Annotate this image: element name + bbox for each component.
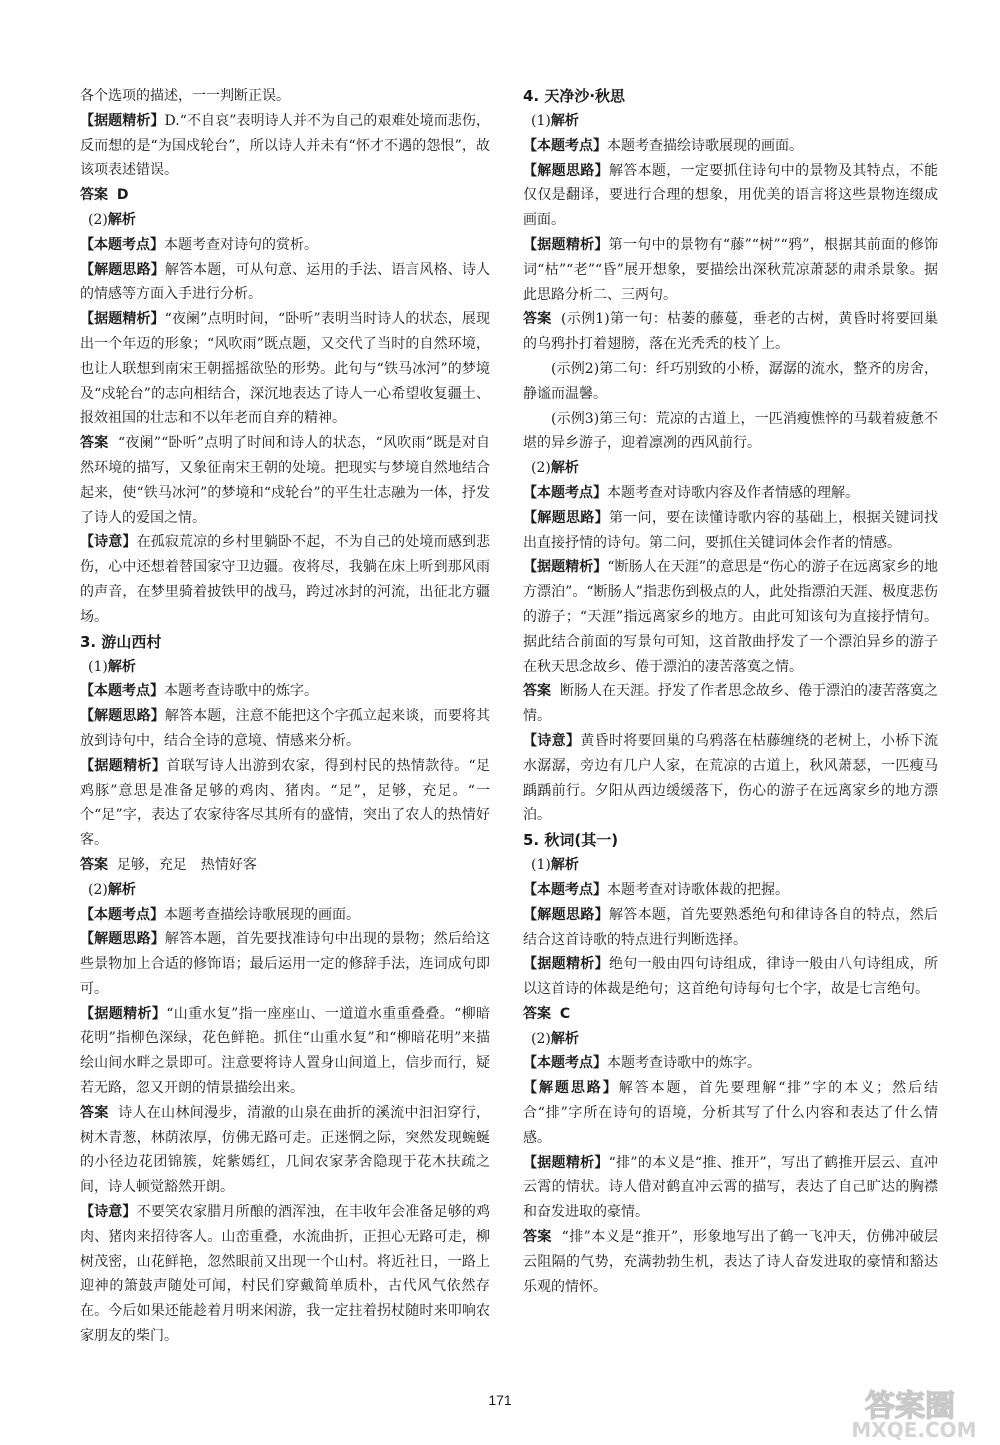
answer-line — [80, 183, 490, 208]
label: 【本题考点】 — [523, 137, 607, 154]
subsection-title: 解析 — [550, 460, 579, 477]
meaning-paragraph — [80, 530, 490, 629]
label: 【本题考点】 — [80, 683, 164, 700]
meaning-paragraph — [523, 729, 938, 828]
approach-paragraph — [523, 903, 938, 953]
label: 【据题精析】 — [80, 757, 167, 774]
answer-paragraph — [80, 1101, 490, 1200]
answer-label: 答案 — [523, 1005, 551, 1022]
label: 【解题思路】 — [80, 261, 165, 278]
label: 【诗意】 — [80, 1204, 137, 1221]
point-paragraph — [523, 1051, 938, 1076]
point-paragraph — [523, 134, 938, 159]
section-title: 4. 天净沙·秋思 — [523, 87, 626, 105]
label: 【本题考点】 — [523, 881, 607, 898]
label: 【本题考点】 — [80, 236, 164, 253]
text: 本题考查诗歌中的炼字。 — [607, 1055, 761, 1072]
text: “断肠人在天涯”的意思是“伤心的游子在远离家乡的地方漂泊”。“断肠人”指悲伤到极点的人，此处指漂泊天涯、极度悲伤的游子；“天涯”指远离家乡的地方。由此可知该句为直接抒情句。据此结合前面的写景句可知，这首散曲抒发了一个漂泊异乡的游子在秋天思念故乡、倦于漂泊的凄苦落寞之情。 — [523, 559, 938, 675]
label: 【解题思路】 — [80, 931, 165, 948]
answer-label: 答案 — [523, 311, 552, 328]
label: 【解题思路】 — [523, 509, 609, 526]
label: 【解题思路】 — [523, 1080, 619, 1097]
text: 解答本题，一定要抓住诗句中的景物及其特点，不能仅仅是翻译，要进行合理的想象，用优美的语言将这些景物连缀成画面。 — [523, 162, 939, 229]
approach-paragraph — [523, 506, 938, 556]
page-number: 171 — [488, 1392, 512, 1408]
left-column — [80, 84, 490, 1349]
text: 绝句一般由四句诗组成，律诗一般由八句诗组成，所以这首诗的体裁是绝句；这首绝句诗每句七个字，故是七言绝句。 — [523, 956, 939, 998]
subsection-title: 解析 — [107, 881, 136, 898]
watermark-text: 答案圈 — [865, 1389, 955, 1424]
analysis-paragraph — [523, 1151, 938, 1225]
paragraph: 各个选项的描述，一一判断正误。 — [80, 88, 290, 104]
answer-label: 答案 — [523, 683, 552, 700]
analysis-paragraph — [523, 952, 938, 1002]
label: 【本题考点】 — [523, 1055, 607, 1072]
point-paragraph — [80, 903, 490, 928]
text: 黄昏时将要回巢的乌鸦落在枯藤缠绕的老树上，小桥下流水潺潺，旁边有几户人家，在荒凉的古道上，秋风萧瑟，一匹瘦马踽踽前行。夕阳从西边缓缓落下，伤心的游子在远离家乡的地方漂泊。 — [523, 732, 939, 824]
answer-paragraph — [523, 307, 938, 357]
subsection-number: (1) — [531, 857, 551, 874]
example-paragraph: (示例3)第三句：荒凉的古道上，一匹消瘦憔悴的马载着疲惫不堪的异乡游子，迎着凛冽的西风前行。 — [523, 410, 938, 452]
analysis-paragraph — [523, 233, 938, 307]
label: 【据题精析】 — [523, 1154, 609, 1171]
text: 不要笑农家腊月所酿的酒浑浊，在丰收年会准备足够的鸡肉、猪肉来招待客人。山峦重叠，水流曲折，正担心无路可走，柳树茂密，山花鲜艳，忽然眼前又出现一个山村。将近社日，一路上迎神的箫鼓声随处可闻，村民们穿戴简单质朴，古代风气依然存在。今后如果还能趁着月明来闲游，我一定拄着拐杖随时来叩响农家朋友的柴门。 — [80, 1204, 491, 1345]
text: 第一句中的景物有“藤”“树”“鸦”，根据其前面的修饰词“枯”“老”“昏”展开想象，要描绘出深秋荒凉萧瑟的肃杀景象。据此思路分析二、三两句。 — [523, 236, 938, 303]
text: 本题考查对诗句的赏析。 — [164, 236, 318, 253]
subsection-heading — [80, 878, 490, 903]
text: (示例1)第一句：枯萎的藤蔓，垂老的古树，黄昏时将要回巢的乌鸦扑打着翅膀，落在光秃秃的枝丫上。 — [523, 311, 938, 353]
text: 解答本题，首先要理解“排”字的本义；然后结合“排”字所在诗句的语境，分析其写了什么内容和表达了什么情感。 — [523, 1080, 938, 1146]
subsection-title: 解析 — [550, 857, 579, 874]
example-paragraph: (示例2)第二句：纤巧别致的小桥，潺潺的流水，整齐的房舍，静谧而温馨。 — [523, 360, 938, 402]
approach-paragraph — [523, 159, 938, 233]
label: 【据题精析】 — [80, 1005, 167, 1022]
point-paragraph — [80, 679, 490, 704]
label: 【据题精析】 — [523, 956, 609, 973]
text: 足够，充足 热情好客 — [116, 856, 257, 873]
label: 【据题精析】 — [80, 311, 165, 328]
label: 【解题思路】 — [80, 708, 165, 725]
subsection-number: (1) — [88, 658, 108, 675]
label: 【诗意】 — [523, 732, 581, 749]
text: 本题考查对诗歌体裁的把握。 — [607, 881, 789, 898]
text: D.“不自哀”表明诗人并不为自己的艰难处境而悲伤，反而想的是“为国戍轮台”，所以诗人并未有“怀才不遇的怨恨”，故该项表述错误。 — [80, 112, 491, 179]
right-column — [523, 84, 938, 1299]
answer-label: 答案 — [80, 856, 108, 873]
subsection-heading — [523, 1027, 938, 1052]
text: “山重水复”指一座座山、一道道水重重叠叠。“柳暗花明”指柳色深绿，花色鲜艳。抓住“山重水复”和“柳暗花明”来描绘山间水畔之景即可。注意要将诗人置身山间道上，信步而行，疑若无路，忽又开朗的情景描绘出来。 — [80, 1005, 490, 1097]
text: 解答本题，注意不能把这个字孤立起来谈，而要将其放到诗句中，结合全诗的意境、情感来分析。 — [80, 708, 491, 749]
text: 本题考查描绘诗歌展现的画面。 — [164, 906, 360, 923]
point-paragraph — [80, 233, 490, 258]
meaning-paragraph — [80, 1200, 490, 1349]
label: 【本题考点】 — [80, 906, 164, 923]
text: 首联写诗人出游到农家，得到村民的热情款待。“足鸡豚”意思是准备足够的鸡肉、猪肉。“足”，足够，充足。“一个“足”字，表达了农家待客尽其所有的盛情，突出了农人的热情好客。 — [80, 757, 491, 849]
answer-paragraph — [523, 679, 938, 729]
label: 【解题思路】 — [523, 906, 609, 923]
answer-line — [523, 1002, 938, 1027]
answer-paragraph — [523, 1225, 938, 1299]
subsection-number: (2) — [531, 460, 551, 477]
label: 【据题精析】 — [80, 112, 165, 129]
text: 第一问，要在读懂诗歌内容的基础上，根据关键词找出直接抒情的诗句。第二问，要抓住关键词体会作者的情感。 — [523, 509, 939, 551]
analysis-paragraph — [80, 307, 490, 431]
subsection-title: 解析 — [107, 658, 136, 675]
subsection-heading — [523, 853, 938, 878]
subsection-number: (2) — [88, 211, 108, 228]
answer-label: 答案 — [80, 187, 108, 204]
text: 诗人在山林间漫步，清澈的山泉在曲折的溪流中汩汩穿行，树木青葱，林荫浓厚，仿佛无路可走。正迷惘之际，突然发现蜿蜒的小径边花团锦簇，姹紫嫣红，几间农家茅舍隐现于花木扶疏之间，诗人顿觉豁然开朗。 — [80, 1104, 491, 1196]
subsection-number: (1) — [531, 113, 551, 129]
approach-paragraph — [80, 704, 490, 754]
subsection-heading — [523, 109, 938, 134]
subsection-heading — [80, 655, 490, 680]
answer-line — [80, 853, 490, 878]
text: 解答本题，可从句意、运用的手法、语言风格、诗人的情感等方面入手进行分析。 — [80, 261, 491, 303]
watermark-logo-icon — [822, 1384, 992, 1440]
answer-value: C — [559, 1005, 571, 1022]
label: 【本题考点】 — [523, 484, 607, 501]
text: 断肠人在天涯。抒发了作者思念故乡、倦于漂泊的凄苦落寞之情。 — [523, 683, 939, 725]
point-paragraph — [523, 481, 938, 506]
text: “夜阑”点明时间，“卧听”表明当时诗人的状态，展现出一个年迈的形象；“风吹雨”既点题，又交代了当时的自然环境，也让人联想到南宋王朝摇摇欲坠的形势。此句与“铁马冰河”的梦境及“戍轮台”的志向相结合，深沉地表达了诗人一心希望收复疆土、报效祖国的壮志和不以年老而自弃的精神。 — [80, 311, 490, 427]
analysis-paragraph — [523, 555, 938, 679]
watermark-url: MXQE.COM — [851, 1418, 977, 1440]
subsection-number: (2) — [531, 1030, 551, 1047]
answer-label: 答案 — [80, 435, 109, 452]
subsection-number: (2) — [88, 881, 108, 898]
analysis-paragraph — [80, 754, 490, 853]
text: “排”的本义是“推、推开”，写出了鹤推开层云、直冲云霄的情状。诗人借对鹤直冲云霄的描写，表达了自己旷达的胸襟和奋发进取的豪情。 — [523, 1154, 938, 1221]
answer-value: D — [116, 187, 129, 204]
subsection-title: 解析 — [107, 211, 136, 228]
text: 本题考查诗歌中的炼字。 — [164, 683, 318, 700]
section-title: 3. 游山西村 — [80, 632, 162, 651]
label: 【解题思路】 — [523, 162, 609, 179]
approach-paragraph — [80, 258, 490, 308]
subsection-title: 解析 — [550, 1030, 579, 1047]
answer-paragraph — [80, 431, 490, 530]
label: 【诗意】 — [80, 534, 137, 551]
approach-paragraph — [523, 1076, 938, 1150]
label: 【据题精析】 — [523, 236, 609, 253]
subsection-heading — [523, 456, 938, 481]
section-title: 5. 秋词(其一) — [523, 831, 619, 850]
text: 解答本题，首先要找准诗句中出现的景物；然后给这些景物加上合适的修饰语；最后运用一定的修辞手法，连词成句即可。 — [80, 931, 491, 997]
analysis-paragraph — [80, 109, 490, 183]
approach-paragraph — [80, 927, 490, 1001]
text: 本题考查描绘诗歌展现的画面。 — [607, 137, 803, 154]
text: “夜阑”“卧听”点明了时间和诗人的状态，“风吹雨”既是对自然环境的描写，又象征南宋王朝的处境。把现实与梦境自然地结合起来，使“铁马冰河”的梦境和“戍轮台”的平生壮志融为一体，抒发了诗人的爱国之情。 — [80, 435, 491, 526]
analysis-paragraph — [80, 1002, 490, 1101]
subsection-title: 解析 — [550, 113, 579, 129]
subsection-heading — [80, 208, 490, 233]
label: 【据题精析】 — [523, 559, 608, 576]
text: 解答本题，首先要熟悉绝句和律诗各自的特点，然后结合这首诗歌的特点进行判断选择。 — [523, 906, 939, 948]
point-paragraph — [523, 878, 938, 903]
text: 在孤寂荒凉的乡村里躺卧不起，不为自己的处境而感到悲伤，心中还想着替国家守卫边疆。夜将尽，我躺在床上听到那风雨的声音，在梦里骑着披铁甲的战马，跨过冰封的河流，出征北方疆场。 — [80, 534, 491, 625]
text: “排”本义是“推开”，形象地写出了鹤一飞冲天，仿佛冲破层云阻隔的气势，充满勃勃生机，表达了诗人奋发进取的豪情和豁达乐观的情怀。 — [523, 1229, 939, 1295]
answer-label: 答案 — [523, 1229, 552, 1246]
answer-label: 答案 — [80, 1104, 109, 1121]
text: 本题考查对诗歌内容及作者情感的理解。 — [607, 484, 859, 501]
